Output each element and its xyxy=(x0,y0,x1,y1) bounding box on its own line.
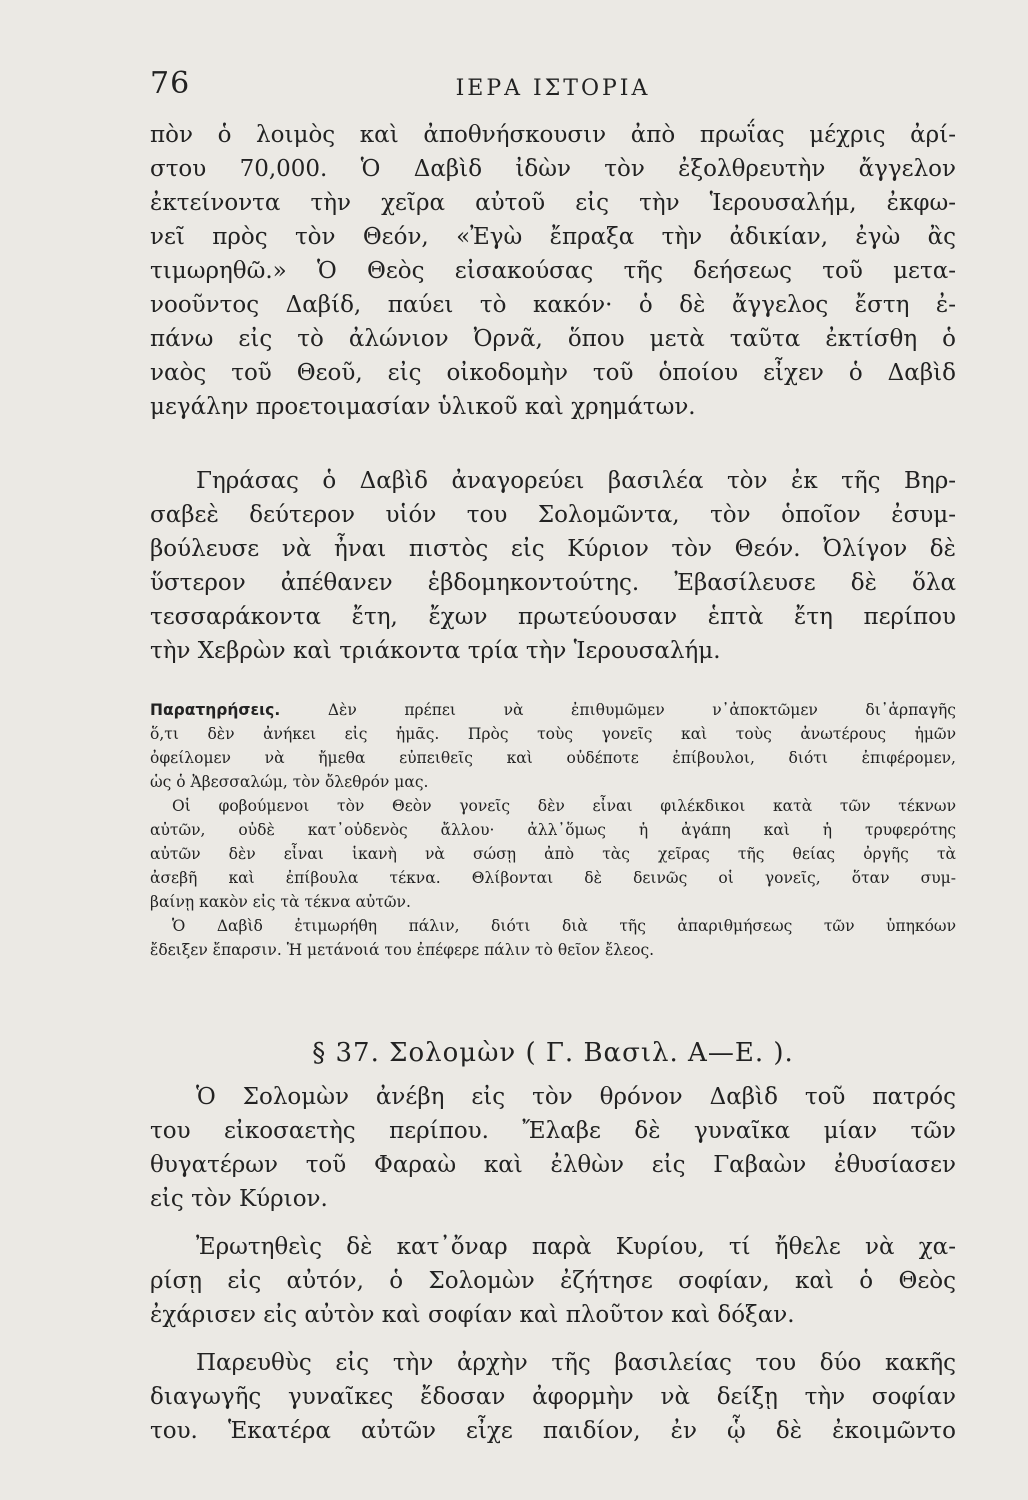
observations xyxy=(150,698,956,962)
text-line: ὀφείλομεν νὰ ἤμεθα εὐπειθεῖς καὶ οὐδέποτε ἐπίβουλοι, διότι ἐπιφέρομεν, xyxy=(150,749,956,767)
text-line: τὴν Χεβρὼν καὶ τριάκοντα τρία τὴν Ἱερουσαλήμ. xyxy=(150,638,721,664)
text-line: Παρευθὺς εἰς τὴν ἀρχὴν τῆς βασιλείας του δύο κακῆς xyxy=(196,1350,956,1376)
text-line: μεγάλην προετοιμασίαν ὑλικοῦ καὶ χρημάτων. xyxy=(150,394,696,420)
page-header xyxy=(150,66,956,106)
text-line: αὐτῶν δὲν εἶναι ἱκανὴ νὰ σώσῃ ἀπὸ τὰς χεῖρας τῆς θείας ὀργῆς τὰ xyxy=(150,845,956,863)
text-line: αὐτῶν, οὐδὲ κατ᾽οὐδενὸς ἄλλου· ἀλλ᾽ὅμως ἡ ἀγάπη καὶ ἡ τρυφερότης xyxy=(150,821,956,839)
text-line: του εἰκοσαετὴς περίπου. Ἔλαβε δὲ γυναῖκα μίαν τῶν xyxy=(150,1118,956,1144)
text-line: τεσσαράκοντα ἔτη, ἔχων πρωτεύουσαν ἑπτὰ ἔτη περίπου xyxy=(150,604,956,630)
running-title: ΙΕΡΑ ΙΣΤΟΡΙΑ xyxy=(455,76,651,101)
text-line: στου 70,000. Ὁ Δαβὶδ ἰδὼν τὸν ἐξολθρευτὴν ἄγγελον xyxy=(150,156,956,182)
page-number: 76 xyxy=(150,66,191,101)
text-line: Ὁ Δαβὶδ ἐτιμωρήθη πάλιν, διότι διὰ τῆς ἀπαριθμήσεως τῶν ὑπηκόων xyxy=(172,917,956,935)
paragraph-two-women xyxy=(150,1346,956,1448)
text-line: σαβεὲ δεύτερον υἱόν του Σολομῶντα, τὸν ὁποῖον ἐσυμ- xyxy=(150,502,956,528)
text-line: Ἐρωτηθεὶς δὲ κατ᾽ὄναρ παρὰ Κυρίου, τί ἤθελε νὰ χα- xyxy=(196,1234,956,1260)
text-line: Οἱ φοβούμενοι τὸν Θεὸν γονεῖς δὲν εἶναι φιλέκδικοι κατὰ τῶν τέκνων xyxy=(172,797,956,815)
text-line: ὕστερον ἀπέθανεν ἑβδομηκοντούτης. Ἐβασίλευσε δὲ ὅλα xyxy=(150,570,956,596)
text-line: ἀσεβῆ καὶ ἐπίβουλα τέκνα. Θλίβονται δὲ δεινῶς οἱ γονεῖς, ὅταν συμ- xyxy=(150,869,956,887)
section-heading: § 37. Σολομὼν ( Γ. Βασιλ. Α—Ε. ). xyxy=(312,1038,794,1068)
text-line: πὸν ὁ λοιμὸς καὶ ἀποθνήσκουσιν ἀπὸ πρωΐας μέχρις ἀρί- xyxy=(150,122,956,148)
text-line: ἐχάρισεν εἰς αὐτὸν καὶ σοφίαν καὶ πλοῦτον καὶ δόξαν. xyxy=(150,1302,795,1328)
text-line: πάνω εἰς τὸ ἀλώνιον Ὀρνᾶ, ὅπου μετὰ ταῦτα ἐκτίσθη ὁ xyxy=(150,326,956,352)
text-line: βούλευσε νὰ ἦναι πιστὸς εἰς Κύριον τὸν Θεόν. Ὀλίγον δὲ xyxy=(150,536,956,562)
observations-label: Παρατηρήσεις. xyxy=(150,701,281,719)
text-line: νεῖ πρὸς τὸν Θεόν, «Ἐγὼ ἔπραξα τὴν ἀδικίαν, ἐγὼ ἂς xyxy=(150,224,956,250)
paragraph-solomon-wisdom xyxy=(150,1230,956,1332)
paragraph-plague xyxy=(150,118,956,424)
text-line: εἰς τὸν Κύριον. xyxy=(150,1186,328,1212)
notes-first-line xyxy=(150,698,956,722)
text-line: του. Ἑκατέρα αὐτῶν εἶχε παιδίον, ἐν ᾧ δὲ ἐκοιμῶντο xyxy=(150,1418,956,1444)
text-line: Δὲν πρέπει νὰ ἐπιθυμῶμεν ν᾽ἀποκτῶμεν δι᾽ἁρπαγῆς xyxy=(327,701,956,719)
text-line: διαγωγῆς γυναῖκες ἔδοσαν ἀφορμὴν νὰ δείξῃ τὴν σοφίαν xyxy=(150,1384,956,1410)
text-line: Ὁ Σολομὼν ἀνέβη εἰς τὸν θρόνον Δαβὶδ τοῦ πατρός xyxy=(196,1084,956,1110)
text-line: ὅ,τι δὲν ἀνήκει εἰς ἡμᾶς. Πρὸς τοὺς γονεῖς καὶ τοὺς ἀνωτέρους ἡμῶν xyxy=(150,725,956,743)
text-line: θυγατέρων τοῦ Φαραὼ καὶ ἐλθὼν εἰς Γαβαὼν ἐθυσίασεν xyxy=(150,1152,956,1178)
text-line: ὡς ὁ Ἀβεσσαλώμ, τὸν ὄλεθρόν μας. xyxy=(150,773,429,791)
text-line: τιμωρηθῶ.» Ὁ Θεὸς εἰσακούσας τῆς δεήσεως τοῦ μετα- xyxy=(150,258,956,284)
text-line: ναὸς τοῦ Θεοῦ, εἰς οἰκοδομὴν τοῦ ὁποίου εἶχεν ὁ Δαβὶδ xyxy=(150,360,956,386)
text-line: βαίνῃ κακὸν εἰς τὰ τέκνα αὐτῶν. xyxy=(150,893,411,911)
text-line: ρίσῃ εἰς αὐτόν, ὁ Σολομὼν ἐζήτησε σοφίαν, καὶ ὁ Θεὸς xyxy=(150,1268,956,1294)
paragraph-solomon-throne xyxy=(150,1080,956,1216)
text-line: Γηράσας ὁ Δαβὶδ ἀναγορεύει βασιλέα τὸν ἐκ τῆς Βηρ- xyxy=(196,468,956,494)
text-line: ἐκτείνοντα τὴν χεῖρα αὐτοῦ εἰς τὴν Ἱερουσαλήμ, ἐκφω- xyxy=(150,190,956,216)
text-line: νοοῦντος Δαβίδ, παύει τὸ κακόν· ὁ δὲ ἄγγελος ἔστη ἐ- xyxy=(150,292,956,318)
text-line: ἔδειξεν ἔπαρσιν. Ἡ μετάνοιά του ἐπέφερε πάλιν τὸ θεῖον ἔλεος. xyxy=(150,941,655,959)
paragraph-succession xyxy=(150,464,956,668)
